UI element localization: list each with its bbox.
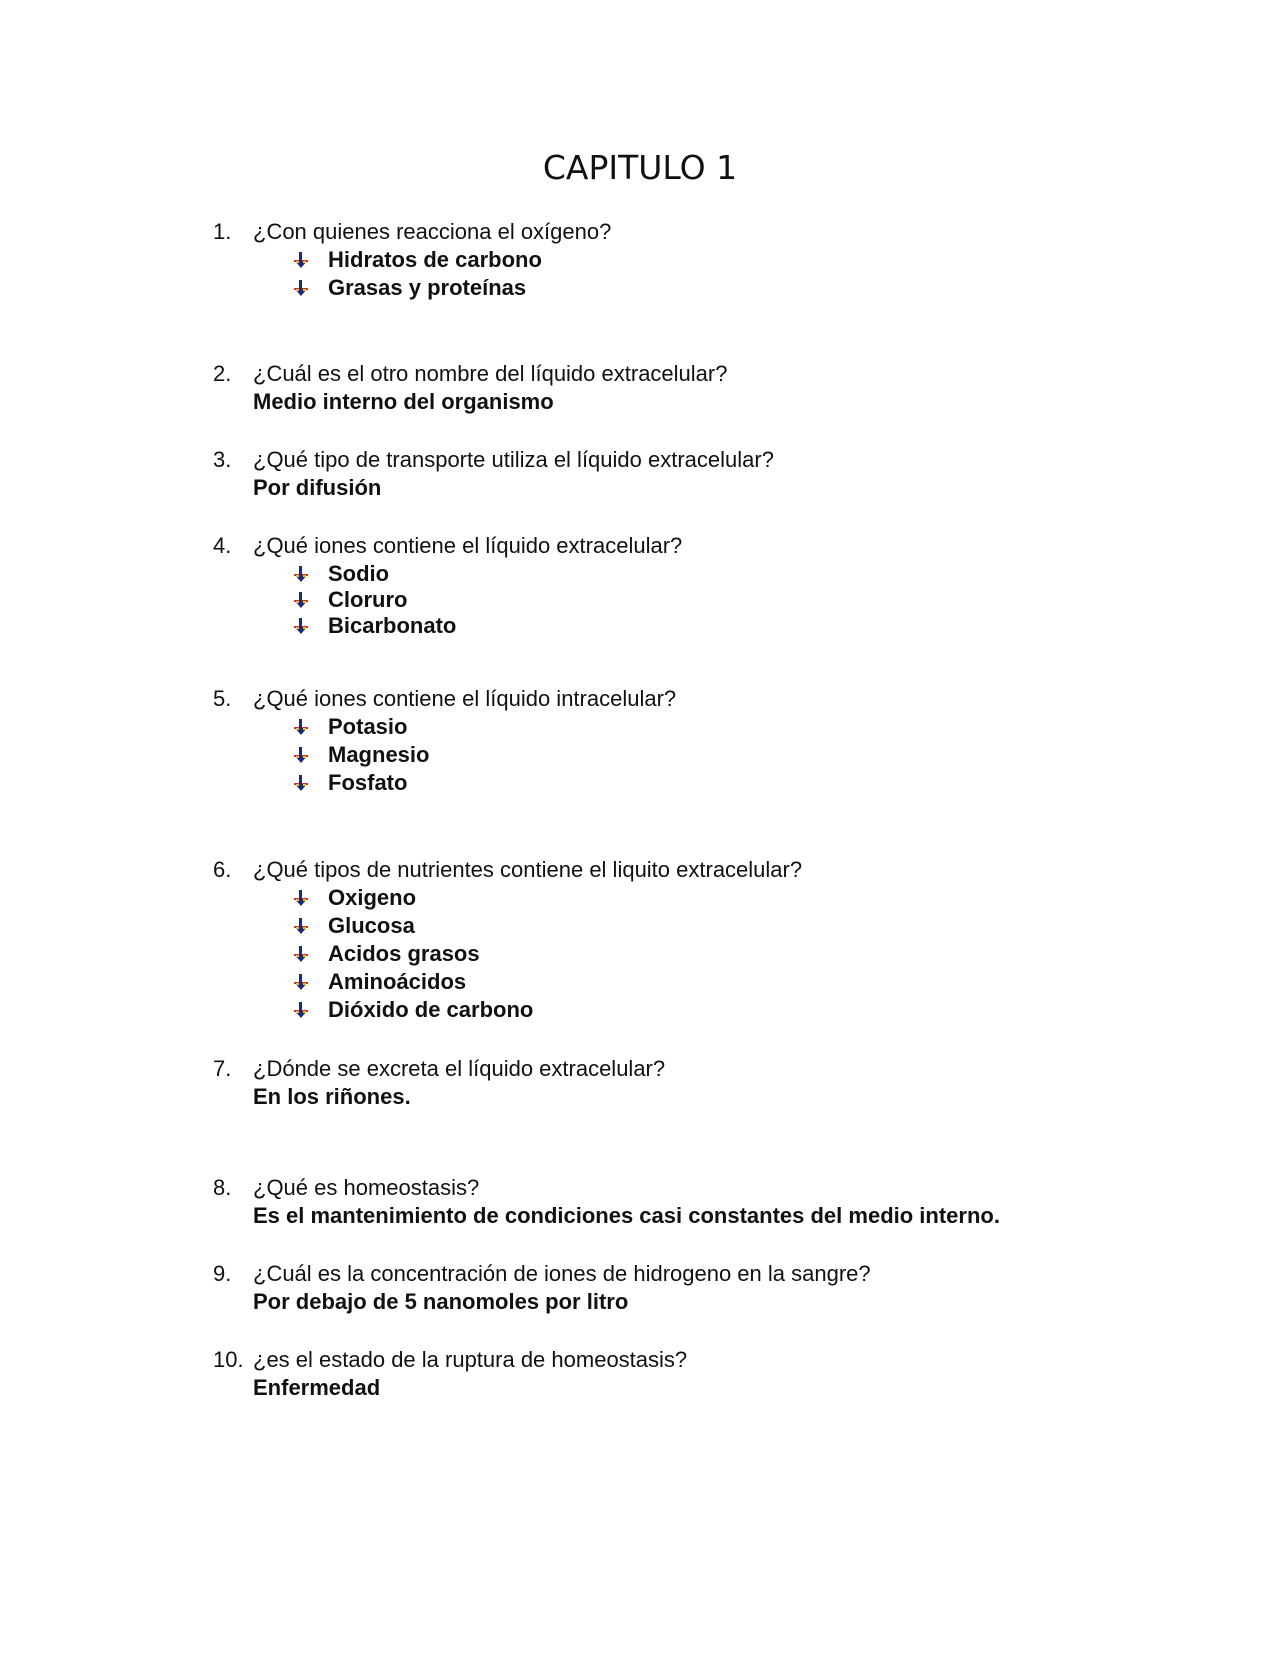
- question-text: ¿Cuál es el otro nombre del líquido extracelular?: [253, 361, 728, 386]
- question-number: 3.: [213, 447, 232, 472]
- bullet-item: [213, 713, 1093, 741]
- question-6: [213, 856, 1093, 1024]
- down-arrow-bullet-icon: [293, 618, 309, 634]
- question-number: 10.: [213, 1347, 244, 1372]
- answer-text: Enfermedad: [253, 1375, 381, 1400]
- question-text: ¿Qué tipo de transporte utiliza el líquido extracelular?: [253, 447, 774, 472]
- question-number: 1.: [213, 219, 232, 244]
- down-arrow-bullet-icon: [293, 566, 309, 582]
- bullet-item: [213, 912, 1093, 940]
- question-line: [213, 1260, 1093, 1288]
- bullet-text: Dióxido de carbono: [328, 997, 534, 1022]
- question-line: [213, 218, 1093, 246]
- question-number: 7.: [213, 1056, 232, 1081]
- question-5: [213, 685, 1093, 797]
- bullet-text: Potasio: [328, 714, 408, 739]
- down-arrow-bullet-icon: [293, 1002, 309, 1018]
- down-arrow-bullet-icon: [293, 946, 309, 962]
- question-1: [213, 218, 1093, 302]
- down-arrow-bullet-icon: [293, 775, 309, 791]
- question-number: 8.: [213, 1175, 232, 1200]
- question-text: ¿Qué iones contiene el líquido extracelular?: [253, 533, 683, 558]
- down-arrow-bullet-icon: [293, 918, 309, 934]
- question-line: [213, 1174, 1093, 1202]
- question-number: 2.: [213, 361, 232, 386]
- question-text: ¿Qué es homeostasis?: [253, 1175, 480, 1200]
- question-text: ¿Qué tipos de nutrientes contiene el liquito extracelular?: [253, 857, 803, 882]
- question-line: [213, 685, 1093, 713]
- question-3: [213, 446, 1093, 502]
- bullet-item: [213, 612, 1093, 638]
- question-2: [213, 360, 1093, 416]
- question-number: 6.: [213, 857, 232, 882]
- question-text: ¿Dónde se excreta el líquido extracelular?: [253, 1056, 666, 1081]
- question-10: [213, 1346, 1093, 1402]
- bullet-text: Glucosa: [328, 913, 415, 938]
- bullet-item: [213, 246, 1093, 274]
- down-arrow-bullet-icon: [293, 890, 309, 906]
- bullet-item: [213, 884, 1093, 912]
- question-9: [213, 1260, 1093, 1316]
- question-line: [213, 360, 1093, 388]
- bullet-item: [213, 968, 1093, 996]
- question-line: [213, 1055, 1093, 1083]
- answer-text: Medio interno del organismo: [253, 389, 554, 414]
- down-arrow-bullet-icon: [293, 974, 309, 990]
- question-number: 4.: [213, 533, 232, 558]
- bullet-text: Hidratos de carbono: [328, 247, 542, 272]
- answer-text: En los riñones.: [253, 1084, 411, 1109]
- answer-text: Por difusión: [253, 475, 382, 500]
- answer-text: Por debajo de 5 nanomoles por litro: [253, 1289, 629, 1314]
- bullet-text: Aminoácidos: [328, 969, 467, 994]
- bullet-text: Acidos grasos: [328, 941, 480, 966]
- question-line: [213, 1346, 1093, 1374]
- bullet-item: [213, 274, 1093, 302]
- bullet-text: Fosfato: [328, 770, 408, 795]
- bullet-text: Magnesio: [328, 742, 430, 767]
- bullet-item: [213, 741, 1093, 769]
- down-arrow-bullet-icon: [293, 592, 309, 608]
- page-title: CAPITULO 1: [542, 148, 738, 187]
- down-arrow-bullet-icon: [293, 252, 309, 268]
- down-arrow-bullet-icon: [293, 719, 309, 735]
- question-number: 5.: [213, 686, 232, 711]
- bullet-text: Oxigeno: [328, 885, 417, 910]
- question-4: [213, 532, 1093, 638]
- question-number: 9.: [213, 1261, 232, 1286]
- down-arrow-bullet-icon: [293, 280, 309, 296]
- question-text: ¿es el estado de la ruptura de homeostasis?: [253, 1347, 688, 1372]
- question-text: ¿Con quienes reacciona el oxígeno?: [253, 219, 612, 244]
- question-7: [213, 1055, 1093, 1111]
- question-line: [213, 532, 1093, 560]
- question-text: ¿Cuál es la concentración de iones de hidrogeno en la sangre?: [253, 1261, 871, 1286]
- question-line: [213, 446, 1093, 474]
- bullet-text: Sodio: [328, 561, 390, 586]
- bullet-item: [213, 560, 1093, 586]
- bullet-item: [213, 769, 1093, 797]
- answer-text: Es el mantenimiento de condiciones casi constantes del medio interno.: [253, 1203, 1000, 1228]
- bullet-item: [213, 586, 1093, 612]
- bullet-text: Bicarbonato: [328, 613, 457, 638]
- question-text: ¿Qué iones contiene el líquido intracelular?: [253, 686, 677, 711]
- bullet-item: [213, 996, 1093, 1024]
- question-8: [213, 1174, 1093, 1230]
- question-line: [213, 856, 1093, 884]
- down-arrow-bullet-icon: [293, 747, 309, 763]
- bullet-text: Grasas y proteínas: [328, 275, 527, 300]
- bullet-text: Cloruro: [328, 587, 408, 612]
- bullet-item: [213, 940, 1093, 968]
